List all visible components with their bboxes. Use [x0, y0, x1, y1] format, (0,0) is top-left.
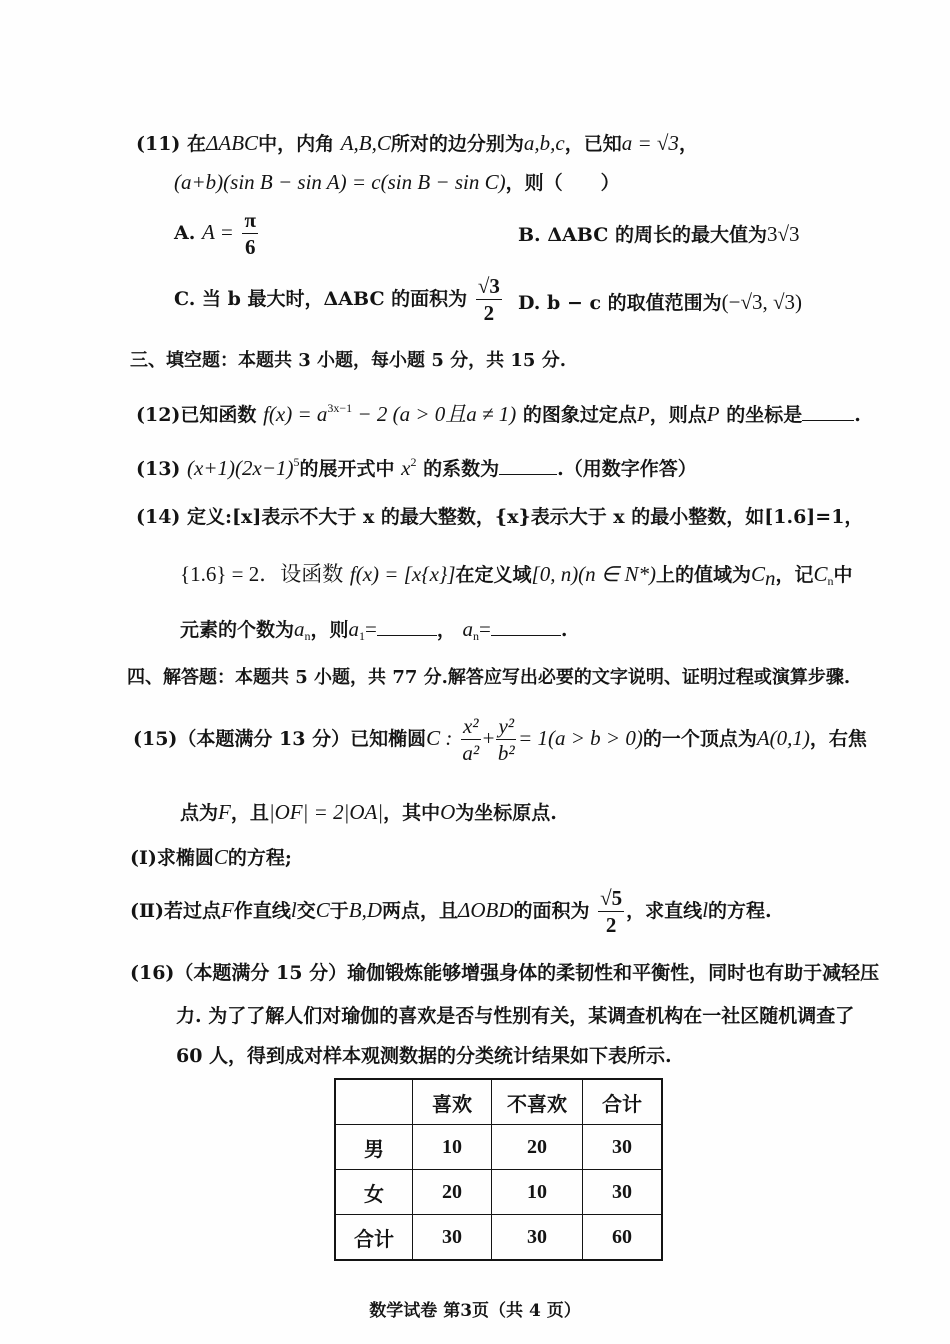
text: 的坐标是: [726, 404, 803, 426]
fraction-y: [496, 716, 516, 764]
math-point: P: [636, 402, 650, 426]
text: 瑜伽锻炼能够增强身体的柔韧性和平衡性，同时也有助于减轻压: [347, 962, 880, 984]
text: 的图象过定点: [522, 404, 637, 426]
math-value: (−√3, √3): [721, 290, 803, 314]
text: 求椭圆: [156, 847, 214, 869]
math-value: 3√3: [766, 222, 800, 246]
denominator: 2: [605, 913, 617, 937]
math-exponent: 2: [410, 455, 417, 469]
part-label: (Ⅱ): [130, 900, 164, 922]
fraction: [598, 888, 624, 936]
fraction: [242, 210, 258, 258]
question-number: (14): [136, 506, 181, 528]
text: 作直线: [233, 900, 291, 922]
q16-line3: 60 人，得到成对样本观测数据的分类统计结果如下表所示.: [176, 1045, 672, 1067]
section-3-title: 三、填空题：本题共 3 小题，每小题 5 分，共 15 分.: [130, 350, 566, 371]
table-cell: 30: [583, 1125, 663, 1170]
math-equation: (a+b)(sin B − sin A) = c(sin B − sin C): [174, 170, 506, 194]
math-given: a = √3: [621, 131, 679, 155]
survey-table: [334, 1078, 663, 1261]
table-cell: 男: [335, 1125, 413, 1170]
math-term: x: [401, 456, 411, 480]
math-point: P: [706, 402, 720, 426]
text: 的面积为: [513, 900, 590, 922]
question-number: (15): [133, 728, 178, 750]
text: b − c 的取值范围为: [547, 292, 722, 314]
table-cell: 30: [492, 1215, 583, 1261]
q14-line1: [136, 505, 863, 529]
text: ，则: [310, 619, 349, 641]
math-exponent: 5: [293, 455, 300, 469]
answer-blank[interactable]: [802, 402, 854, 421]
text: 的方程.: [708, 900, 772, 922]
text: ，记: [775, 564, 814, 586]
table-header-row: [335, 1079, 662, 1125]
math-sides: a,b,c: [523, 131, 565, 155]
numerator: √3: [477, 274, 500, 298]
table-header-cell: 喜欢: [413, 1079, 492, 1125]
numerator: y²: [498, 714, 515, 738]
text: {1.6} = 2．设函数: [180, 562, 344, 586]
text: ΔABC 的周长的最大值为: [547, 224, 767, 246]
section-4-title: 四、解答题：本题共 5 小题，共 77 分.解答应写出必要的文字说明、证明过程或演算步骤.: [127, 667, 851, 688]
math-triangle: ΔOBD: [458, 898, 514, 922]
table-cell: 合计: [335, 1215, 413, 1261]
math-subscript: n: [765, 566, 776, 590]
math-function: f(x) = a: [263, 402, 328, 426]
text: 交: [296, 900, 316, 922]
math-set: C: [813, 562, 828, 586]
numerator: π: [244, 208, 256, 232]
answer-blank-an[interactable]: [491, 617, 561, 636]
text: 中: [833, 564, 853, 586]
text: 元素的个数为: [180, 619, 295, 641]
text: ，: [436, 619, 456, 641]
text: ，其中: [383, 802, 441, 824]
text: 点为: [180, 802, 219, 824]
q15-part2: [130, 888, 772, 936]
math-condition: − 2 (a > 0且a ≠ 1): [352, 402, 517, 426]
math-set: C: [750, 562, 765, 586]
text: 已知椭圆: [350, 728, 427, 750]
math-subscript: n: [473, 629, 480, 643]
math-curve: C :: [426, 726, 453, 750]
numerator: x²: [462, 714, 479, 738]
text: 当 b 最大时，ΔABC 的面积为: [202, 288, 468, 310]
math-subscript: n: [304, 629, 311, 643]
text: 若过点: [164, 900, 222, 922]
q11-option-a: [174, 210, 260, 258]
text: 上的值域为: [655, 564, 751, 586]
question-number: (11): [136, 133, 181, 155]
text: ，: [678, 133, 698, 155]
table-cell: 20: [492, 1125, 583, 1170]
text: .: [854, 404, 861, 426]
denominator: b²: [497, 741, 515, 765]
table-cell: 30: [413, 1215, 492, 1261]
q15-part1: [130, 845, 292, 870]
math-subscript: n: [827, 574, 834, 588]
q11-stem-line1: [136, 131, 698, 156]
score-note: （本题满分 13 分）: [177, 728, 351, 750]
math-exponent: 3x−1: [327, 401, 353, 415]
math-angles: A,B,C: [340, 131, 391, 155]
text: 中，内角: [258, 133, 335, 155]
table-cell: 30: [583, 1170, 663, 1215]
math-line: l: [290, 898, 297, 922]
q16-line2: 力. 为了了解人们对瑜伽的喜欢是否与性别有关，某调查机构在一社区随机调查了: [176, 1005, 855, 1027]
question-number: (13): [136, 458, 181, 480]
q14-line3: [180, 617, 567, 648]
text: 定义:[x]表示不大于 x 的最大整数，{x}表示大于 x 的最小整数，如[1.6]=1，: [187, 506, 864, 528]
text: 在定义域: [455, 564, 532, 586]
text: ，则点: [649, 404, 707, 426]
math-eq: =: [365, 617, 377, 641]
math-subscript: 1: [359, 629, 366, 643]
math-domain: [0, n)(n ∈ N*): [531, 562, 656, 586]
text: 已知函数: [180, 404, 257, 426]
denominator: 6: [244, 235, 256, 259]
table-header-cell: 合计: [583, 1079, 663, 1125]
q12: [136, 396, 861, 427]
math-point: F: [218, 800, 231, 824]
math-point: F: [221, 898, 234, 922]
text: 为坐标原点.: [455, 802, 557, 824]
table-cell: 10: [492, 1170, 583, 1215]
option-label: B.: [518, 224, 541, 246]
math-vertex: A(0,1): [756, 726, 810, 750]
part-label: (Ⅰ): [130, 847, 157, 869]
text: ，右焦: [809, 728, 867, 750]
math-var: a: [348, 617, 360, 641]
text: 的方程;: [227, 847, 292, 869]
math-var: a: [294, 617, 305, 641]
answer-blank-a1[interactable]: [377, 617, 437, 636]
math-function: f(x) = [x{x}]: [349, 562, 456, 586]
q13: [136, 450, 697, 481]
text: 的一个顶点为: [642, 728, 757, 750]
fraction-x: [461, 716, 481, 764]
option-label: D.: [518, 292, 541, 314]
question-number: (16): [130, 962, 175, 984]
page-footer: 数学试卷 第3页（共 4 页）: [369, 1301, 581, 1321]
q15-stem-line1: [133, 716, 867, 764]
denominator: a²: [462, 741, 480, 765]
q11-option-b: [518, 222, 799, 247]
table-header-cell: 不喜欢: [492, 1079, 583, 1125]
math-point: O: [440, 800, 456, 824]
text: ，已知: [564, 133, 622, 155]
fraction: [476, 276, 502, 324]
q11-option-d: [518, 290, 802, 315]
text: .（用数字作答）: [557, 458, 697, 480]
denominator: 2: [483, 301, 495, 325]
table-row: [335, 1170, 662, 1215]
table-row: [335, 1125, 662, 1170]
table-cell: 女: [335, 1170, 413, 1215]
text: ，求直线: [626, 900, 703, 922]
table-cell: 60: [583, 1215, 663, 1261]
answer-blank[interactable]: [499, 456, 557, 475]
numerator: √5: [600, 886, 623, 910]
option-label: A.: [174, 222, 196, 244]
option-label: C.: [174, 288, 196, 310]
question-number: (12): [136, 404, 181, 426]
math-expression: (x+1)(2x−1): [187, 456, 294, 480]
table-cell: 10: [413, 1125, 492, 1170]
score-note: （本题满分 15 分）: [174, 962, 348, 984]
math-var: a: [462, 617, 474, 641]
text: 在: [187, 133, 207, 155]
math-eq: =: [479, 617, 491, 641]
table-cell: 20: [413, 1170, 492, 1215]
text: 的系数为: [423, 458, 500, 480]
math-triangle: ΔABC: [206, 131, 259, 155]
math-condition: |OF| = 2|OA|: [268, 800, 384, 824]
math-curve: C: [315, 898, 330, 922]
math-rhs: = 1(a > b > 0): [518, 726, 643, 750]
text: .: [560, 619, 568, 641]
text: 的展开式中: [299, 458, 395, 480]
text: 于: [329, 900, 349, 922]
math-plus: +: [482, 726, 495, 750]
math-lhs: A =: [201, 220, 234, 244]
q11-option-c: [174, 276, 504, 324]
text: ，则（ ）: [505, 172, 620, 194]
math-line: l: [702, 898, 709, 922]
q11-stem-line2: [174, 170, 620, 195]
q14-line2: [180, 562, 853, 593]
math-points: B,D: [348, 898, 382, 922]
table-row: [335, 1215, 662, 1261]
math-curve: C: [213, 845, 228, 869]
text: 两点，且: [382, 900, 459, 922]
q16-line1: [130, 961, 879, 985]
table-header-cell: [335, 1079, 413, 1125]
text: ，且: [230, 802, 269, 824]
q15-stem-line2: [180, 800, 557, 825]
text: 所对的边分别为: [390, 133, 524, 155]
